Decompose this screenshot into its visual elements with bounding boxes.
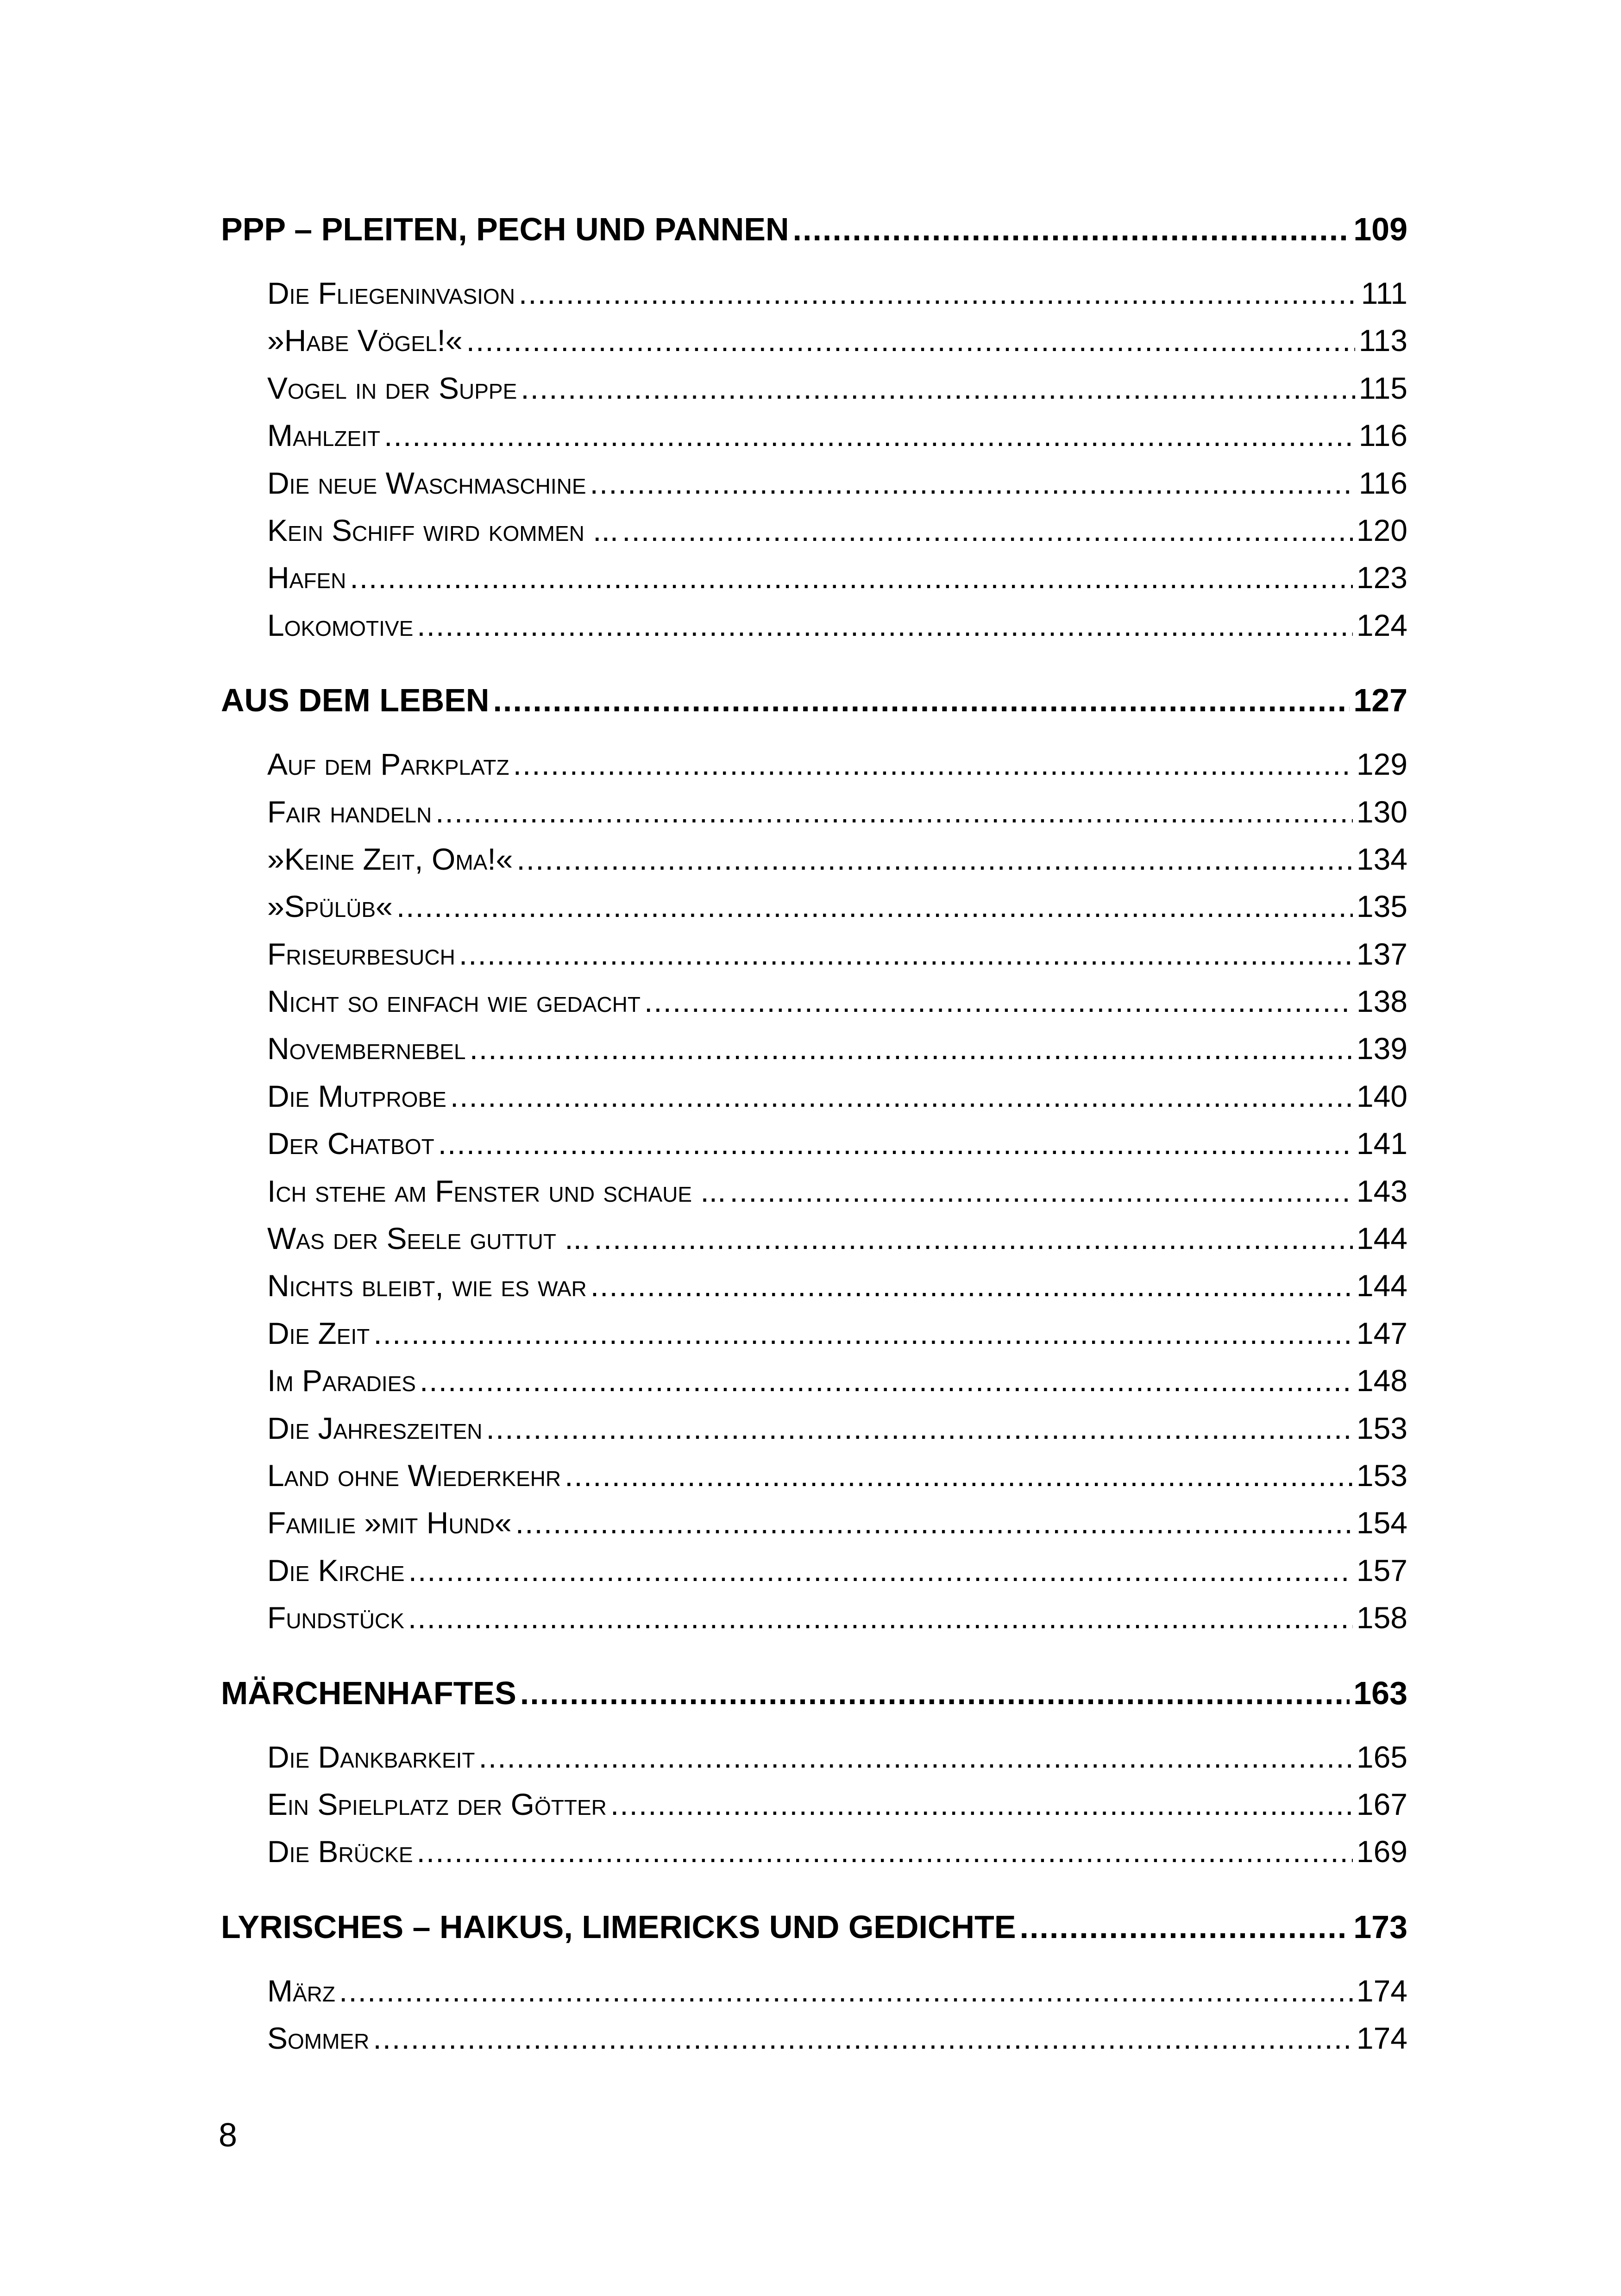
toc-entry [267, 1268, 1407, 1315]
entry-page-number: 174 [1356, 1973, 1407, 2008]
dot-leader [470, 1031, 1353, 1066]
entry-page-number: 123 [1356, 560, 1407, 595]
toc-section [221, 682, 1407, 1647]
entry-page-number: 144 [1356, 1268, 1407, 1303]
section-heading [221, 211, 1407, 249]
dot-leader [515, 1505, 1353, 1540]
dot-leader [417, 608, 1353, 643]
entry-page-number: 140 [1356, 1079, 1407, 1113]
dot-leader [565, 1458, 1353, 1493]
dot-leader [729, 1173, 1352, 1209]
dot-leader [459, 936, 1353, 972]
entry-page-number: 111 [1361, 276, 1407, 310]
entry-title: Sommer [267, 2021, 370, 2056]
toc-entry [267, 370, 1407, 418]
entry-list [221, 747, 1407, 1647]
entry-title: Kein Schiff wird kommen ... [267, 513, 619, 547]
entry-page-number: 147 [1356, 1316, 1407, 1350]
entry-page-number: 153 [1356, 1458, 1407, 1493]
toc-entry [267, 1600, 1407, 1647]
toc-entry [267, 1031, 1407, 1078]
dot-leader [519, 276, 1357, 311]
toc-entry [267, 747, 1407, 794]
dot-leader [373, 1316, 1353, 1351]
dot-leader [466, 323, 1355, 358]
toc-entry [267, 1363, 1407, 1410]
entry-title: Die Dankbarkeit [267, 1739, 475, 1774]
toc-entry [267, 418, 1407, 465]
dot-leader [339, 1973, 1353, 2008]
entry-page-number: 129 [1356, 747, 1407, 782]
section-heading [221, 682, 1407, 720]
dot-leader [486, 1411, 1353, 1446]
toc-entry [267, 794, 1407, 841]
table-of-contents [221, 211, 1407, 2068]
entry-title: Die Fliegeninvasion [267, 276, 515, 310]
entry-title: Land ohne Wiederkehr [267, 1458, 561, 1493]
dot-leader [610, 1787, 1353, 1822]
entry-title: Fair handeln [267, 794, 432, 829]
toc-entry [267, 1505, 1407, 1552]
entry-page-number: 174 [1356, 2021, 1407, 2056]
section-page-number: 173 [1353, 1908, 1407, 1945]
entry-page-number: 138 [1356, 984, 1407, 1019]
section-title: PPP – PLEITEN, PECH UND PANNEN [221, 211, 789, 247]
entry-page-number: 154 [1356, 1506, 1407, 1540]
entry-title: Die Mutprobe [267, 1079, 446, 1113]
toc-entry [267, 1173, 1407, 1221]
entry-title: Novembernebel [267, 1031, 466, 1066]
entry-page-number: 134 [1356, 841, 1407, 876]
entry-page-number: 116 [1358, 418, 1407, 453]
dot-leader [420, 1363, 1353, 1398]
entry-title: Die Kirche [267, 1553, 405, 1587]
dot-leader [438, 1126, 1353, 1161]
dot-leader [350, 560, 1353, 595]
toc-section [221, 1908, 1407, 2068]
entry-title: Nicht so einfach wie gedacht [267, 984, 641, 1019]
entry-title: Der Chatbot [267, 1126, 434, 1161]
entry-list [221, 1973, 1407, 2068]
entry-title: Die Jahreszeiten [267, 1411, 483, 1445]
toc-entry [267, 1739, 1407, 1787]
dot-leader [373, 2020, 1353, 2056]
entry-page-number: 137 [1356, 936, 1407, 971]
entry-page-number: 135 [1356, 889, 1407, 924]
toc-entry [267, 560, 1407, 607]
entry-title: Ein Spielplatz der Götter [267, 1787, 607, 1821]
toc-entry [267, 513, 1407, 560]
section-title: MÄRCHENHAFTES [221, 1675, 516, 1711]
entry-page-number: 139 [1356, 1031, 1407, 1066]
entry-page-number: 143 [1356, 1173, 1407, 1208]
entry-list [221, 276, 1407, 655]
toc-entry [267, 1973, 1407, 2020]
toc-entry [267, 1834, 1407, 1881]
toc-entry [267, 2020, 1407, 2068]
section-heading [221, 1908, 1407, 1946]
entry-page-number: 130 [1356, 794, 1407, 829]
entry-title: Hafen [267, 560, 346, 595]
section-page-number: 109 [1353, 211, 1407, 247]
entry-page-number: 157 [1356, 1553, 1407, 1587]
dot-leader [644, 984, 1353, 1019]
dot-leader [417, 1834, 1353, 1869]
dot-leader [408, 1600, 1353, 1635]
toc-entry [267, 889, 1407, 936]
toc-entry [267, 465, 1407, 513]
entry-title: Nichts bleibt, wie es war [267, 1268, 587, 1303]
dot-leader [622, 513, 1353, 548]
dot-leader [384, 418, 1355, 453]
section-heading [221, 1675, 1407, 1713]
toc-entry [267, 984, 1407, 1031]
entry-title: Die Brücke [267, 1834, 413, 1869]
section-page-number: 127 [1353, 682, 1407, 719]
section-title: AUS DEM LEBEN [221, 682, 490, 719]
toc-entry [267, 1411, 1407, 1458]
entry-title: Im Paradies [267, 1363, 416, 1398]
entry-title: »Habe Vögel!« [267, 323, 463, 358]
entry-title: Ich stehe am Fenster und schaue ... [267, 1173, 726, 1208]
entry-title: Fundstück [267, 1600, 404, 1635]
entry-title: Die neue Waschmaschine [267, 465, 586, 500]
dot-leader [408, 1553, 1353, 1588]
entry-page-number: 148 [1356, 1363, 1407, 1398]
entry-page-number: 115 [1358, 370, 1407, 405]
toc-entry [267, 1221, 1407, 1268]
dot-leader [793, 211, 1350, 248]
toc-entry [267, 276, 1407, 323]
dot-leader [521, 370, 1355, 406]
toc-entry [267, 1126, 1407, 1173]
entry-page-number: 165 [1356, 1739, 1407, 1774]
toc-entry [267, 1458, 1407, 1505]
entry-page-number: 113 [1358, 323, 1407, 358]
entry-title: »Spülüb« [267, 889, 393, 924]
dot-leader [516, 841, 1353, 877]
toc-section [221, 211, 1407, 655]
entry-title: Auf dem Parkplatz [267, 747, 509, 782]
entry-page-number: 167 [1356, 1787, 1407, 1821]
entry-title: Mahlzeit [267, 418, 381, 453]
dot-leader [493, 682, 1350, 719]
dot-leader [396, 889, 1353, 924]
entry-page-number: 116 [1358, 465, 1407, 500]
dot-leader [479, 1739, 1353, 1775]
section-page-number: 163 [1353, 1675, 1407, 1711]
toc-entry [267, 1553, 1407, 1600]
entry-title: Die Zeit [267, 1316, 370, 1350]
toc-entry [267, 323, 1407, 370]
toc-entry [267, 1787, 1407, 1834]
entry-page-number: 141 [1356, 1126, 1407, 1161]
entry-page-number: 124 [1356, 608, 1407, 642]
entry-title: Friseurbesuch [267, 936, 455, 971]
dot-leader [513, 747, 1353, 782]
toc-entry [267, 936, 1407, 984]
toc-entry [267, 841, 1407, 889]
section-title: LYRISCHES – HAIKUS, LIMERICKS UND GEDICHTE [221, 1908, 1016, 1945]
entry-page-number: 153 [1356, 1411, 1407, 1445]
entry-title: »Keine Zeit, Oma!« [267, 841, 513, 876]
dot-leader [594, 1221, 1353, 1256]
dot-leader [590, 465, 1355, 501]
entry-page-number: 144 [1356, 1221, 1407, 1256]
entry-page-number: 120 [1356, 513, 1407, 547]
toc-section [221, 1675, 1407, 1882]
entry-page-number: 169 [1356, 1834, 1407, 1869]
page-number: 8 [219, 2117, 238, 2154]
dot-leader [520, 1675, 1350, 1712]
dot-leader [435, 794, 1353, 829]
dot-leader [591, 1268, 1353, 1303]
entry-title: März [267, 1973, 335, 2008]
dot-leader [450, 1079, 1353, 1114]
entry-title: Familie »mit Hund« [267, 1506, 512, 1540]
entry-page-number: 158 [1356, 1600, 1407, 1635]
dot-leader [1020, 1908, 1350, 1945]
entry-list [221, 1739, 1407, 1882]
toc-entry [267, 1079, 1407, 1126]
entry-title: Lokomotive [267, 608, 414, 642]
toc-entry [267, 608, 1407, 655]
entry-title: Vogel in der Suppe [267, 370, 517, 405]
entry-title: Was der Seele guttut ... [267, 1221, 591, 1256]
toc-entry [267, 1316, 1407, 1363]
